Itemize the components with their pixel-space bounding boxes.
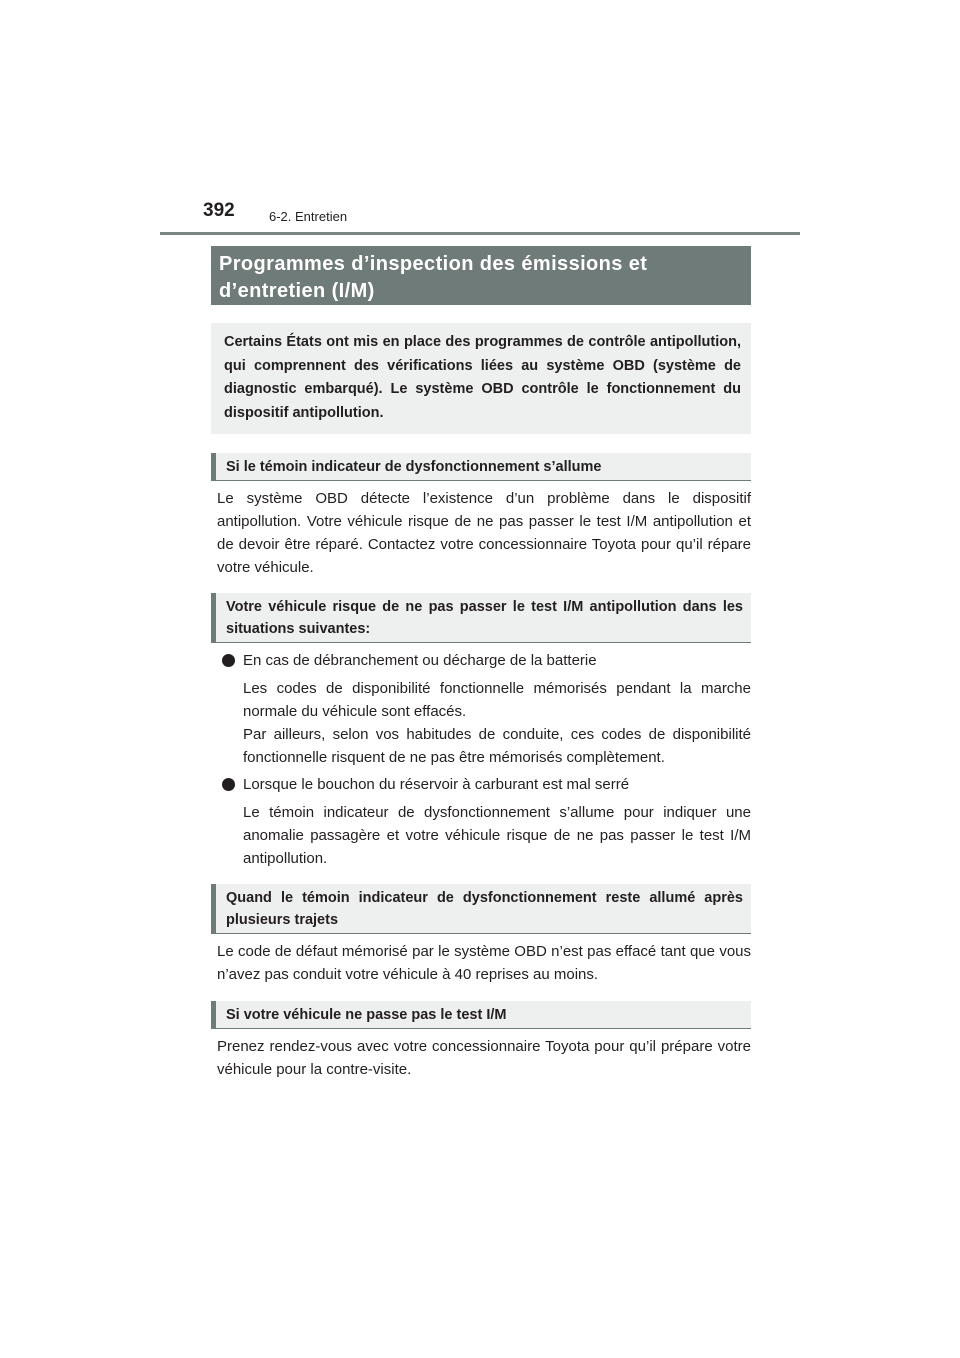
list-item (211, 649, 751, 672)
bullet-title: En cas de débranchement ou décharge de la batterie (243, 652, 597, 669)
header-divider (160, 232, 800, 235)
subheading-test-fail-situations: Votre véhicule risque de ne pas passer le test I/M antipollution dans les situations suivantes: (211, 593, 751, 643)
list-item (211, 773, 751, 796)
bullet-paragraph: Les codes de disponibilité fonctionnelle mémorisés pendant la marche normale du véhicule sont effacés. (243, 680, 751, 720)
paragraph-light-stays-on: Le code de défaut mémorisé par le système OBD n’est pas effacé tant que vous n’avez pas conduit votre véhicule à 40 reprises au moins. (217, 943, 751, 983)
section-label: 6-2. Entretien (269, 209, 348, 224)
paragraph-malfunction-light: Le système OBD détecte l’existence d’un problème dans le dispositif antipollution. Votre véhicule risque de ne pas passer le test I/M antipollution et de devoir être réparé. Contactez votre concessionnaire Toyota pour qu’il répare votre véhicule. (217, 490, 751, 576)
bullet-icon (222, 654, 235, 667)
bullet-icon (222, 778, 235, 791)
subheading-test-failed: Si votre véhicule ne passe pas le test I/M (211, 1001, 751, 1029)
bullet-title: Lorsque le bouchon du réservoir à carburant est mal serré (243, 776, 630, 793)
bullet-paragraph: Par ailleurs, selon vos habitudes de conduite, ces codes de disponibilité fonctionnelle risquent de ne pas être mémorisés complètement. (243, 726, 751, 766)
bullet-paragraph: Le témoin indicateur de dysfonctionnement s’allume pour indiquer une anomalie passagère et votre véhicule risque de ne pas passer le test I/M antipollution. (243, 804, 751, 867)
intro-box: Certains États ont mis en place des programmes de contrôle antipollution, qui comprennent des vérifications liées au système OBD (système de diagnostic embarqué). Le système OBD contrôle le fonctionnement du dispositif antipollution. (211, 323, 751, 434)
page-title: Programmes d’inspection des émissions et d’entretien (I/M) (211, 246, 751, 305)
page-content (211, 246, 751, 1081)
paragraph-test-failed: Prenez rendez-vous avec votre concessionnaire Toyota pour qu’il prépare votre véhicule pour la contre-visite. (217, 1038, 751, 1078)
subheading-malfunction-light: Si le témoin indicateur de dysfonctionnement s’allume (211, 453, 751, 481)
page-number: 392 (203, 200, 235, 221)
subheading-light-stays-on: Quand le témoin indicateur de dysfonctionnement reste allumé après plusieurs trajets (211, 884, 751, 934)
